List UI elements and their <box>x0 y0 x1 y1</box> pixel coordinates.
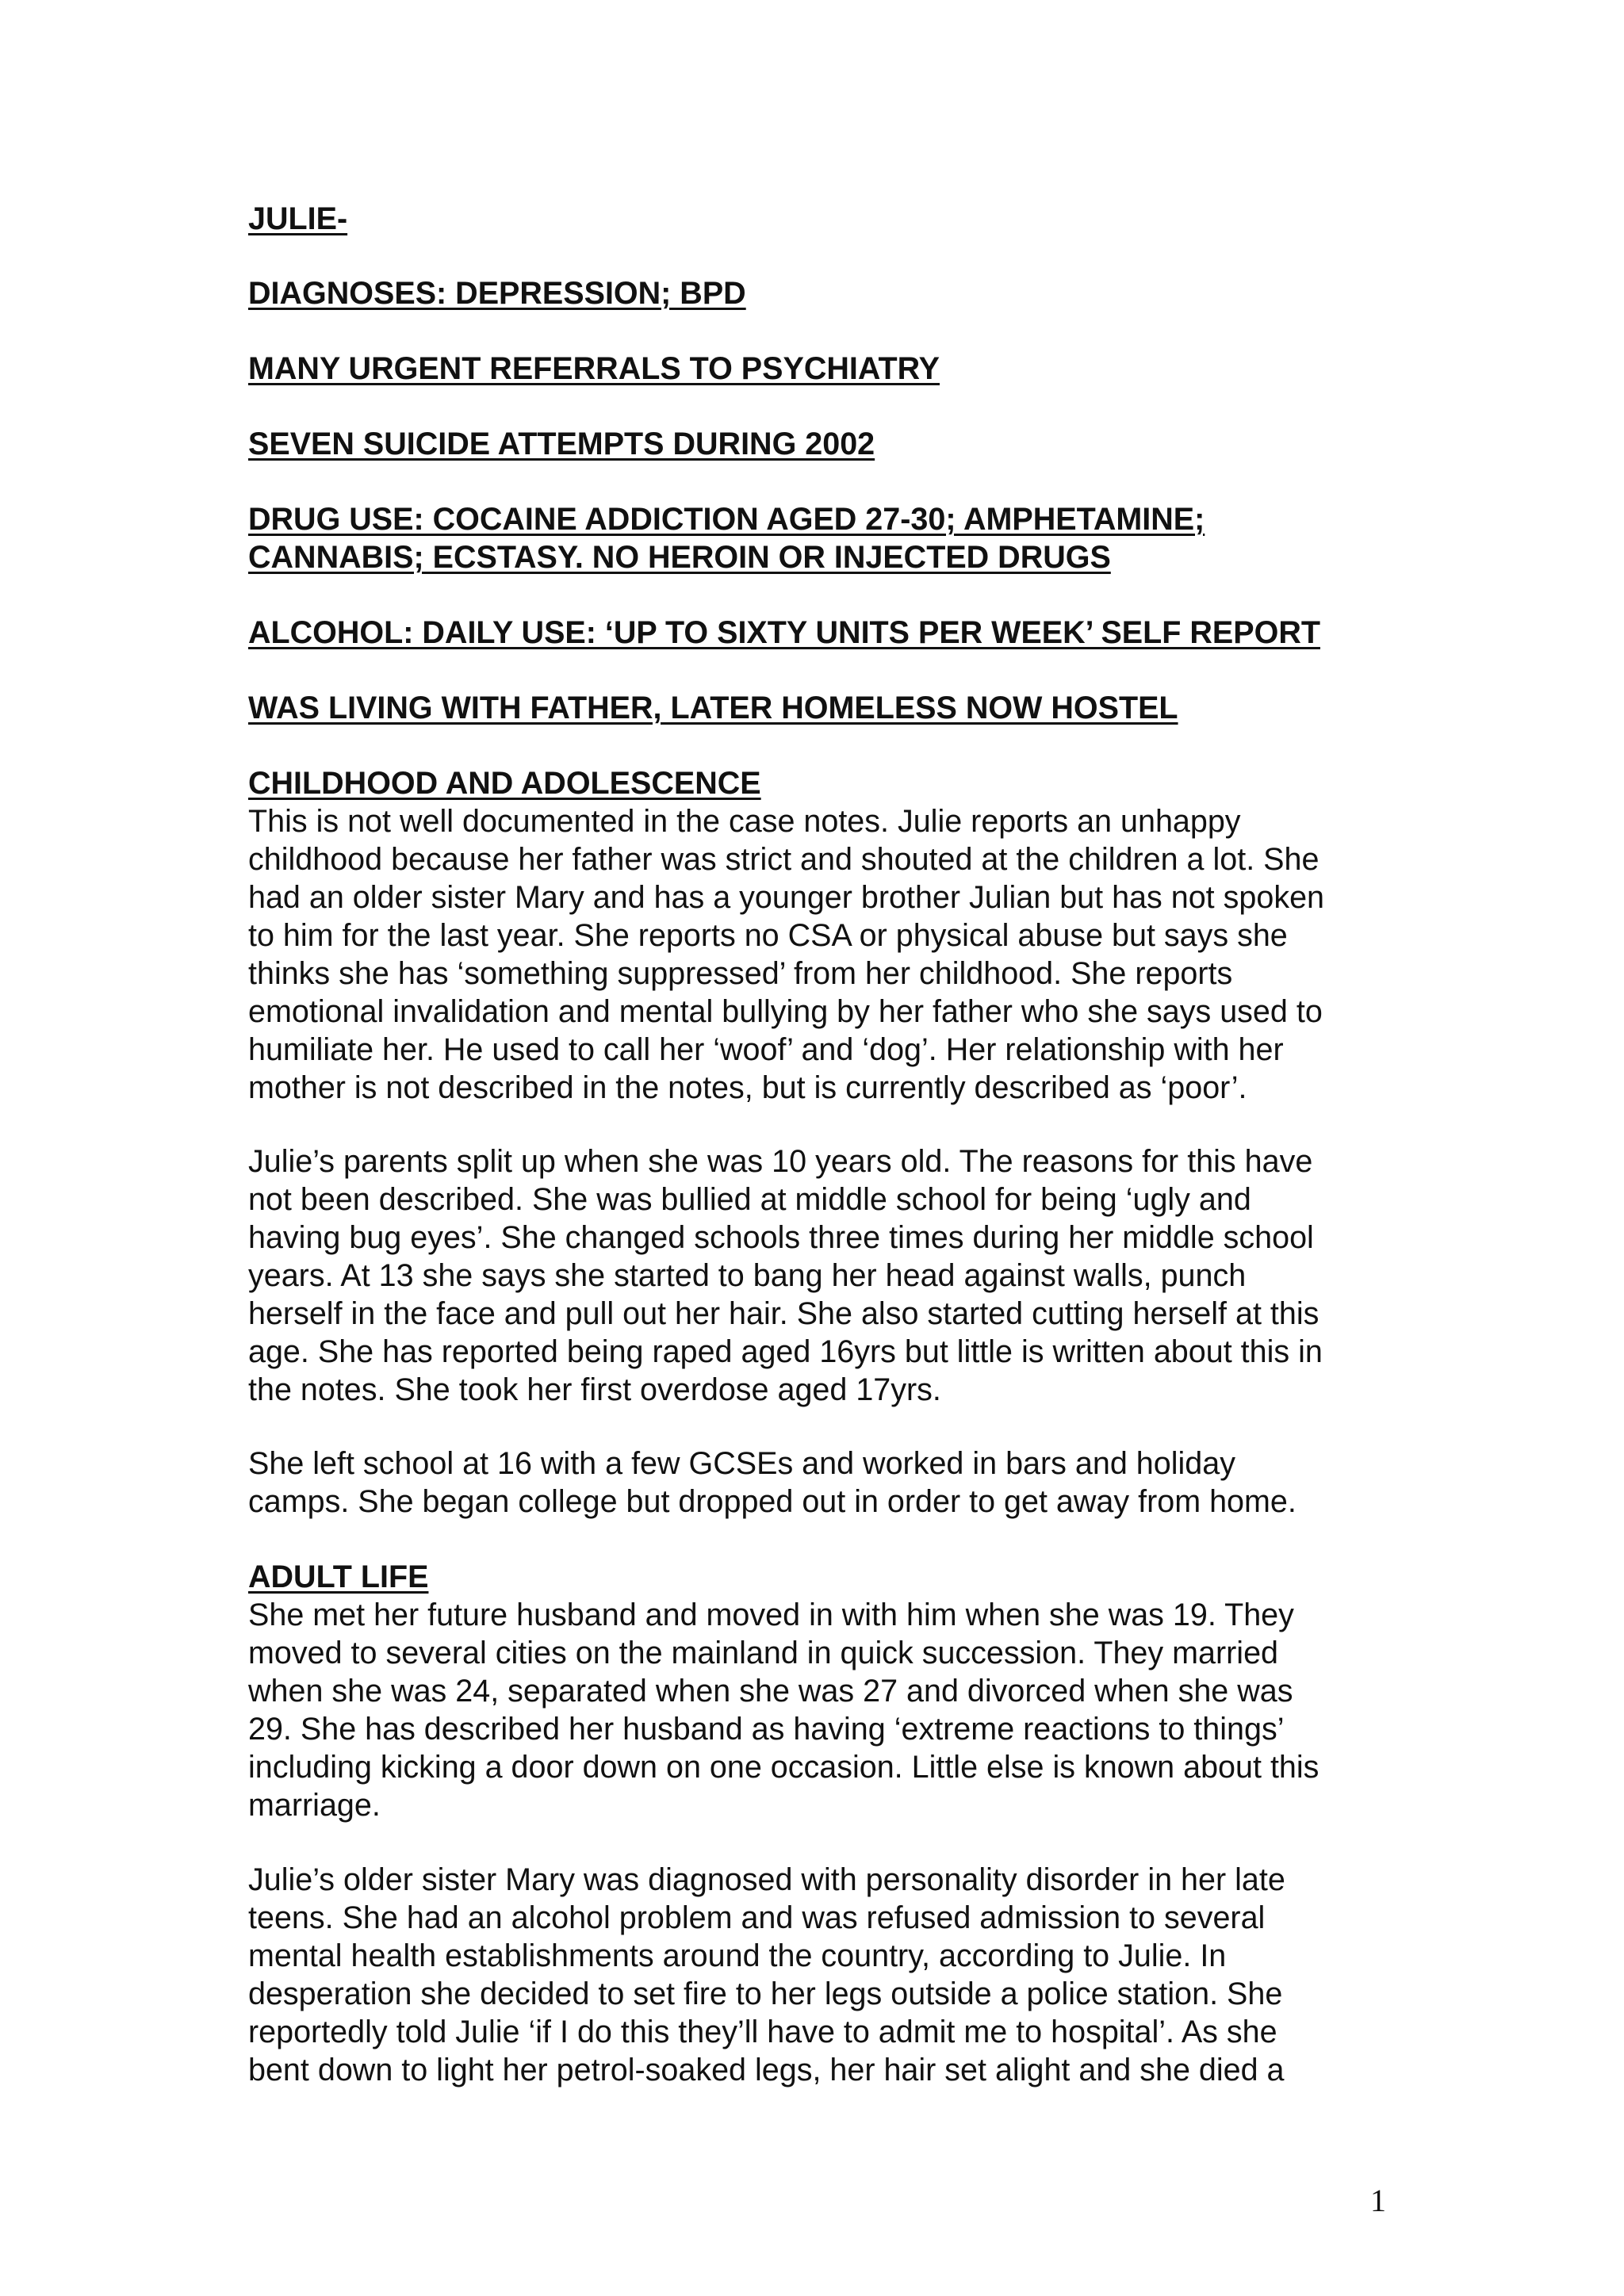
text-line: camps. She began college but dropped out in order to get away from home. <box>248 1484 1297 1519</box>
heading-living: WAS LIVING WITH FATHER, LATER HOMELESS NOW HOSTEL <box>248 691 1178 725</box>
text-line: mental health establishments around the country, according to Julie. In <box>248 1938 1227 1973</box>
text-line: 29. She has described her husband as having ‘extreme reactions to things’ <box>248 1712 1285 1747</box>
text-line: She left school at 16 with a few GCSEs and worked in bars and holiday <box>248 1446 1235 1481</box>
text-line: marriage. <box>248 1788 381 1823</box>
heading-diagnoses: DIAGNOSES: DEPRESSION; BPD <box>248 276 746 311</box>
text-line: She met her future husband and moved in with him when she was 19. They <box>248 1598 1294 1632</box>
heading-alcohol: ALCOHOL: DAILY USE: ‘UP TO SIXTY UNITS PER WEEK’ SELF REPORT <box>248 615 1320 650</box>
text-line: bent down to light her petrol-soaked legs, her hair set alight and she died a <box>248 2053 1285 2087</box>
text-line: Julie’s older sister Mary was diagnosed with personality disorder in her late <box>248 1862 1285 1897</box>
text-line: not been described. She was bullied at middle school for being ‘ugly and <box>248 1182 1251 1217</box>
text-line: This is not well documented in the case notes. Julie reports an unhappy <box>248 804 1241 839</box>
text-line: thinks she has ‘something suppressed’ from her childhood. She reports <box>248 956 1233 991</box>
page-number: 1 <box>1370 2183 1386 2218</box>
text-line: years. At 13 she says she started to bang her head against walls, punch <box>248 1258 1247 1293</box>
childhood-paragraph <box>248 802 1400 1107</box>
text-line: age. She has reported being raped aged 16yrs but little is written about this in <box>248 1334 1323 1369</box>
text-line: desperation she decided to set fire to her legs outside a police station. She <box>248 1976 1283 2011</box>
text-line: emotional invalidation and mental bullying by her father who she says used to <box>248 994 1323 1029</box>
text-line: having bug eyes’. She changed schools three times during her middle school <box>248 1220 1314 1255</box>
text-line: the notes. She took her first overdose aged 17yrs. <box>248 1372 941 1407</box>
childhood-paragraph <box>248 1142 1400 1409</box>
text-line: including kicking a door down on one occasion. Little else is known about this <box>248 1750 1320 1785</box>
section-heading-adult-life: ADULT LIFE <box>248 1559 429 1594</box>
text-line: childhood because her father was strict and shouted at the children a lot. She <box>248 842 1320 877</box>
heading-drug-use-line-1: DRUG USE: COCAINE ADDICTION AGED 27-30; AMPHETAMINE; <box>248 502 1205 537</box>
text-line: teens. She had an alcohol problem and was refused admission to several <box>248 1900 1266 1935</box>
heading-suicide-attempts: SEVEN SUICIDE ATTEMPTS DURING 2002 <box>248 427 875 461</box>
text-line: mother is not described in the notes, but is currently described as ‘poor’. <box>248 1070 1247 1105</box>
text-line: when she was 24, separated when she was 27 and divorced when she was <box>248 1674 1293 1709</box>
text-line: Julie’s parents split up when she was 10 years old. The reasons for this have <box>248 1144 1313 1179</box>
section-heading-childhood: CHILDHOOD AND ADOLESCENCE <box>248 766 761 801</box>
heading-name: JULIE- <box>248 201 348 236</box>
text-line: had an older sister Mary and has a younger brother Julian but has not spoken <box>248 880 1325 915</box>
adult-life-paragraph <box>248 1861 1400 2089</box>
text-line: moved to several cities on the mainland in quick succession. They married <box>248 1636 1279 1670</box>
text-line: herself in the face and pull out her hair. She also started cutting herself at this <box>248 1296 1320 1331</box>
text-line: reportedly told Julie ‘if I do this they’ll have to admit me to hospital’. As she <box>248 2015 1277 2049</box>
text-line: to him for the last year. She reports no CSA or physical abuse but says she <box>248 918 1288 953</box>
heading-referrals: MANY URGENT REFERRALS TO PSYCHIATRY <box>248 351 940 386</box>
text-line: humiliate her. He used to call her ‘woof’ and ‘dog’. Her relationship with her <box>248 1032 1284 1067</box>
heading-drug-use-line-2: CANNABIS; ECSTASY. NO HEROIN OR INJECTED DRUGS <box>248 540 1111 575</box>
childhood-paragraph <box>248 1445 1400 1521</box>
adult-life-paragraph <box>248 1596 1400 1824</box>
